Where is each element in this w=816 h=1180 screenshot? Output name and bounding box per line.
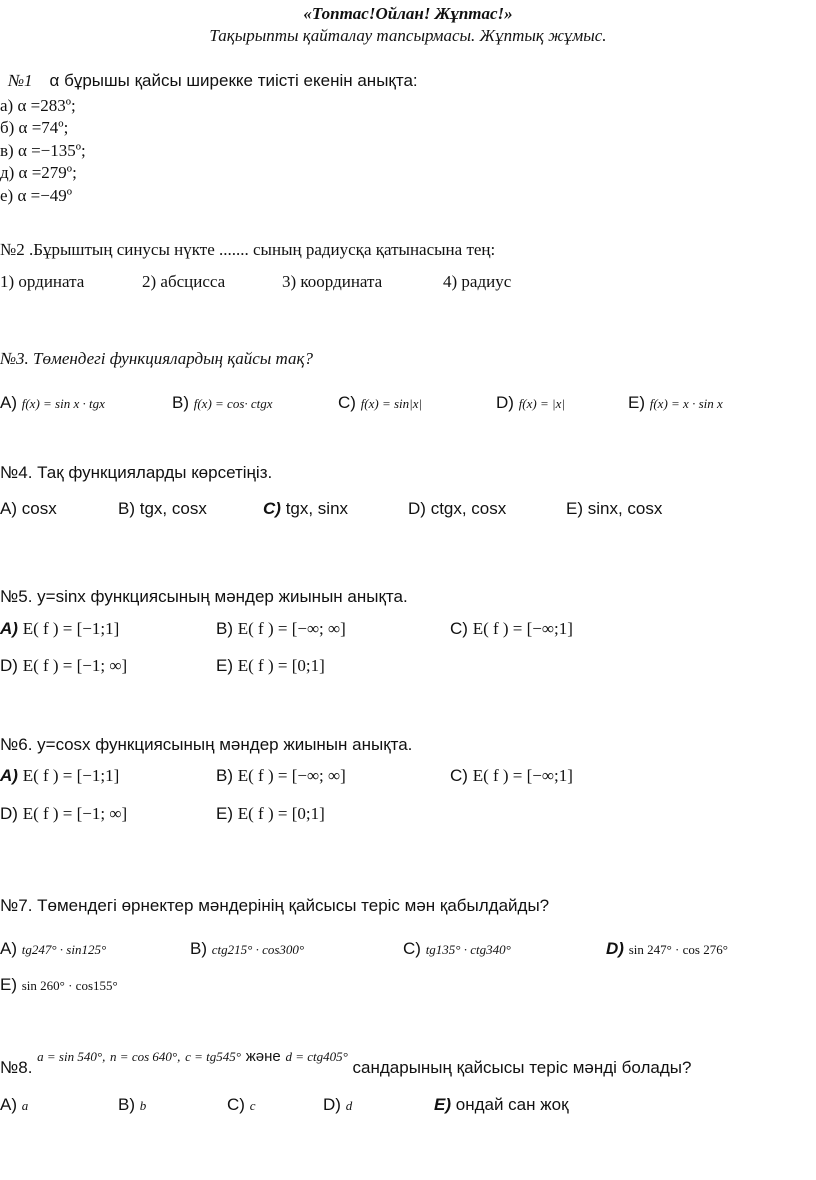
q1-heading [8, 71, 418, 91]
q8-option-d-value: d [345, 1098, 353, 1113]
q6-option-b-label: B) [216, 766, 233, 785]
q6-option-d [0, 804, 127, 824]
q3-option-d-label: D) [496, 393, 514, 412]
q8-option-b-value: b [139, 1098, 147, 1113]
q8-n-expr: n = cos 640° [110, 1049, 178, 1064]
q8-sep-2: , [177, 1049, 181, 1064]
q3-option-c [338, 393, 422, 413]
q7-option-a [0, 939, 106, 959]
q4-option-c-value: tgx, sinx [285, 499, 349, 518]
q7-option-c-expr: tg135° · ctg340° [425, 942, 511, 957]
q6-option-e-expr: E( f ) = [0;1] [237, 804, 325, 823]
q8-option-e-label: E) [434, 1095, 451, 1114]
q8-option-c-label: C) [227, 1095, 245, 1114]
q6-option-c-label: C) [450, 766, 468, 785]
q7-option-a-expr: tg247° · sin125° [21, 942, 107, 957]
q4-option-a-label: A) [0, 499, 17, 518]
q3-text: №3. Төмендегі функциялардың қайсы тақ? [0, 349, 313, 368]
q5-option-b [216, 619, 346, 639]
q6-option-d-expr: E( f ) = [−1; ∞] [22, 804, 128, 823]
q3-option-b-expr: f(x) = cos· ctgx [193, 396, 273, 411]
q8-option-e-value: ондай сан жоқ [455, 1095, 569, 1114]
q3-option-a-label: A) [0, 393, 17, 412]
q4-option-d-value: ctgx, cosx [430, 499, 507, 518]
q5-option-c [450, 619, 573, 639]
q3-option-e-label: E) [628, 393, 645, 412]
q8-number: №8. [0, 1058, 33, 1077]
q6-option-a [0, 766, 119, 786]
q7-option-c [403, 939, 511, 959]
q7-option-b-label: B) [190, 939, 207, 958]
q5-option-a [0, 619, 119, 639]
q5-option-b-expr: E( f ) = [−∞; ∞] [237, 619, 346, 638]
q5-option-e-label: E) [216, 656, 233, 675]
q3-option-e-expr: f(x) = x · sin x [649, 396, 723, 411]
q6-option-d-label: D) [0, 804, 18, 823]
q8-option-b-label: B) [118, 1095, 135, 1114]
q8-option-a-label: A) [0, 1095, 17, 1114]
q8-tail-text: сандарының қайсысы теріс мәнді болады? [352, 1058, 692, 1077]
q7-option-d [606, 939, 728, 959]
q6-option-c [450, 766, 573, 786]
q8-option-e [434, 1095, 569, 1115]
q3-option-e [628, 393, 723, 413]
q4-option-b-value: tgx, cosx [139, 499, 207, 518]
q4-option-b [118, 499, 207, 519]
q4-option-d [408, 499, 506, 519]
q7-option-b-expr: ctg215° · cos300° [211, 942, 305, 957]
q4-option-b-label: B) [118, 499, 135, 518]
q4-option-d-label: D) [408, 499, 426, 518]
q8-option-c-value: c [249, 1098, 256, 1113]
q8-option-c [227, 1095, 255, 1115]
q3-option-b [172, 393, 273, 413]
q8-option-a-value: a [21, 1098, 29, 1113]
q1-option-c: в) α =−135º; [0, 141, 86, 160]
q7-option-e-label: E) [0, 975, 17, 994]
worksheet-title: «Топтас!Ойлан! Жұптас!» [303, 4, 513, 23]
q1-option-d: д) α =279º; [0, 163, 77, 182]
q4-option-e-label: E) [566, 499, 583, 518]
q6-option-a-label: A) [0, 766, 18, 785]
q8-sep-1: , [102, 1049, 106, 1064]
q7-text: №7. Төмендегі өрнектер мәндерінің қайсысы теріс мән қабылдайды? [0, 896, 550, 915]
q5-option-a-expr: E( f ) = [−1;1] [22, 619, 120, 638]
q6-option-b-expr: E( f ) = [−∞; ∞] [237, 766, 346, 785]
q4-option-a-value: cosx [21, 499, 57, 518]
q7-option-e [0, 975, 118, 995]
q2-text: №2 .Бұрыштың синусы нүкте ....... сының радиусқа қатынасына тең: [0, 240, 496, 259]
q1-number: №1 [8, 71, 33, 90]
q6-text: №6. y=cosx функциясының мәндер жиынын анықта. [0, 735, 413, 754]
q6-option-b [216, 766, 346, 786]
q7-option-d-expr: sin 247° · cos 276° [628, 942, 728, 957]
q4-option-a [0, 499, 57, 519]
q6-option-e [216, 804, 325, 824]
q3-option-d-expr: f(x) = |x| [518, 396, 565, 411]
q7-option-e-expr: sin 260° · cos155° [21, 978, 118, 993]
q2-option-2: 2) абсцисса [142, 272, 226, 291]
q1-option-e: е) α =−49º [0, 186, 73, 205]
q5-option-c-label: C) [450, 619, 468, 638]
q2-option-3: 3) координата [282, 272, 383, 291]
q5-option-b-label: B) [216, 619, 233, 638]
q2-option-4: 4) радиус [443, 272, 512, 291]
q7-option-b [190, 939, 304, 959]
q3-option-a-expr: f(x) = sin x · tgx [21, 396, 105, 411]
q3-option-b-label: B) [172, 393, 189, 412]
q5-option-d-expr: E( f ) = [−1; ∞] [22, 656, 128, 675]
q8-option-d [323, 1095, 352, 1115]
q5-option-d [0, 656, 127, 676]
q5-text: №5. y=sinx функциясының мәндер жиынын анықта. [0, 587, 408, 606]
q5-option-e [216, 656, 325, 676]
q4-text: №4. Тақ функцияларды көрсетіңіз. [0, 463, 273, 482]
q6-option-e-label: E) [216, 804, 233, 823]
q6-option-a-expr: E( f ) = [−1;1] [22, 766, 120, 785]
q7-option-c-label: C) [403, 939, 421, 958]
q8-option-d-label: D) [323, 1095, 341, 1114]
q8-c-expr: c = tg545° [185, 1049, 241, 1064]
q8-text [0, 1048, 692, 1077]
q4-option-e [566, 499, 662, 519]
q3-option-c-label: C) [338, 393, 356, 412]
q6-option-c-expr: E( f ) = [−∞;1] [472, 766, 573, 785]
q4-option-e-value: sinx, cosx [587, 499, 663, 518]
q1-text: α бұрышы қайсы ширекке тиісті екенін анықта: [49, 71, 418, 90]
q4-option-c [263, 499, 348, 519]
worksheet-subtitle: Тақырыпты қайталау тапсырмасы. Жұптық жұмыс. [209, 26, 607, 45]
q5-option-e-expr: E( f ) = [0;1] [237, 656, 325, 675]
q2-option-1: 1) ордината [0, 272, 85, 291]
q1-option-b: б) α =74º; [0, 118, 69, 137]
q5-option-c-expr: E( f ) = [−∞;1] [472, 619, 573, 638]
q7-option-a-label: A) [0, 939, 17, 958]
q3-option-c-expr: f(x) = sin|x| [360, 396, 423, 411]
q8-and-word: және [245, 1048, 281, 1065]
q4-option-c-label: C) [263, 499, 281, 518]
q1-option-a: а) α =283º; [0, 96, 76, 115]
q8-option-a [0, 1095, 28, 1115]
q8-a-expr: a = sin 540° [37, 1049, 103, 1064]
q8-option-b [118, 1095, 146, 1115]
q8-d-expr: d = ctg405° [285, 1049, 348, 1064]
q3-option-a [0, 393, 105, 413]
q3-option-d [496, 393, 565, 413]
q5-option-d-label: D) [0, 656, 18, 675]
q5-option-a-label: A) [0, 619, 18, 638]
q7-option-d-label: D) [606, 939, 624, 958]
